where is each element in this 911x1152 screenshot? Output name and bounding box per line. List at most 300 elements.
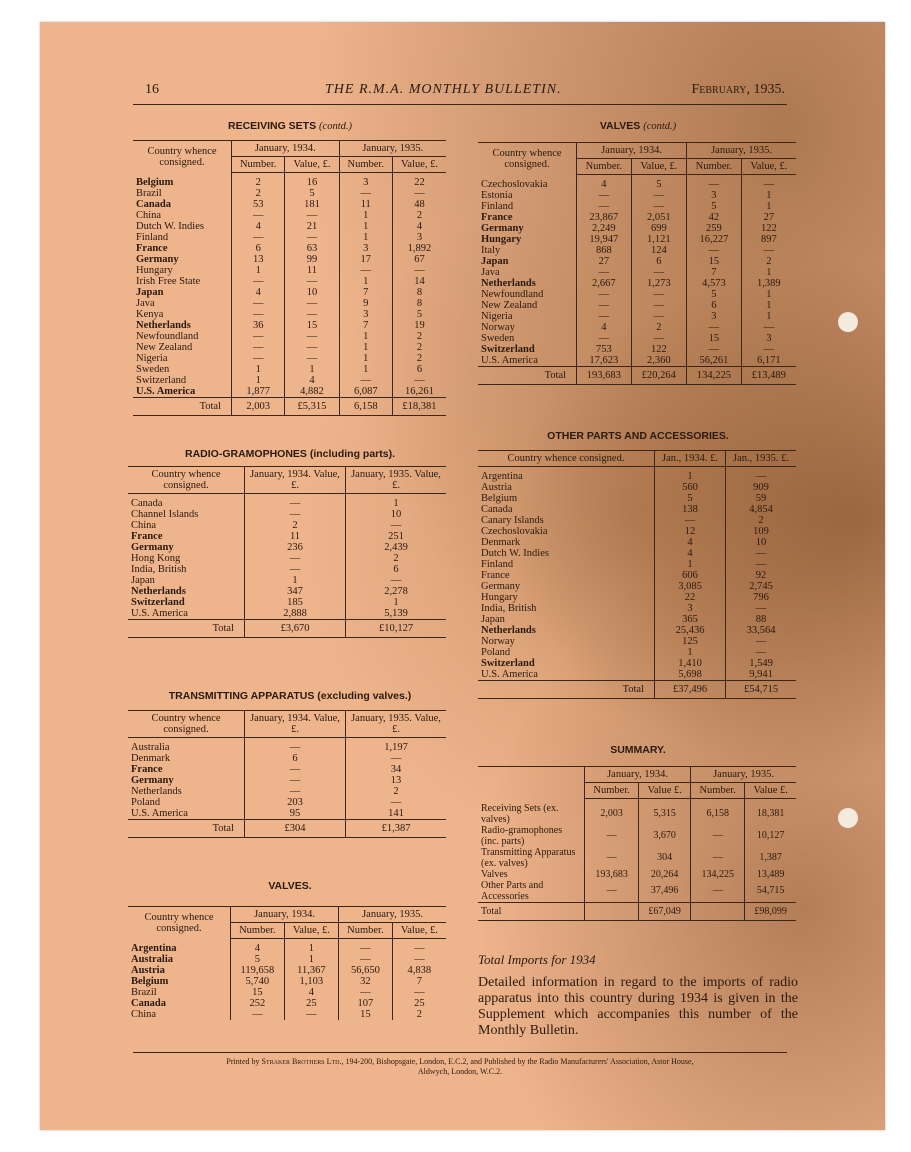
value-cell: 6 <box>631 256 686 267</box>
col-jan-1935: January, 1935. <box>687 143 796 159</box>
table-row <box>128 764 446 775</box>
value-cell: 5,698 <box>655 669 726 681</box>
value-cell: 1,892 <box>392 243 446 254</box>
valves-title: VALVES. <box>268 880 312 892</box>
table-row <box>478 625 796 636</box>
country-cell: Germany <box>481 581 521 592</box>
value-cell: 5,740 <box>231 976 285 987</box>
value-cell: — <box>285 342 339 353</box>
value-cell: — <box>741 344 796 355</box>
value-cell: — <box>245 775 346 786</box>
value-cell: — <box>687 245 742 256</box>
value-cell: 12 <box>655 526 726 537</box>
col-number: Number. <box>691 783 745 799</box>
table-row <box>128 542 446 553</box>
summary-title: SUMMARY. <box>610 744 666 756</box>
value-cell: 99 <box>285 254 339 265</box>
summary-row <box>478 880 796 903</box>
col-jan-1935: January, 1935. Value, £. <box>346 711 447 738</box>
value-cell: 1,549 <box>726 658 796 669</box>
value-cell: 48 <box>392 199 446 210</box>
country-cell: U.S. America <box>481 355 538 366</box>
value-cell: 11 <box>245 531 346 542</box>
value-cell: 2 <box>631 322 686 333</box>
value-cell: 1,273 <box>631 278 686 289</box>
table-row <box>128 738 446 754</box>
value-cell: — <box>339 188 392 199</box>
footer-printed-by: Printed by <box>226 1057 260 1066</box>
value-cell: 14 <box>392 276 446 287</box>
table-row <box>478 548 796 559</box>
value-cell: 2 <box>392 342 446 353</box>
value-cell: 1 <box>285 364 339 375</box>
value-cell: 4 <box>232 287 285 298</box>
value-cell: 7 <box>339 320 392 331</box>
value-cell: 21 <box>285 221 339 232</box>
value-cell: — <box>285 309 339 320</box>
value-cell: — <box>285 298 339 309</box>
value-cell: 10 <box>285 287 339 298</box>
country-cell: U.S. America <box>481 669 538 680</box>
col-country: Country whence consigned. <box>133 141 232 173</box>
value-cell: 6 <box>346 564 447 575</box>
value-cell: — <box>392 265 446 276</box>
value-cell: 5 <box>231 954 285 965</box>
country-cell: France <box>481 570 510 581</box>
value-cell: 1 <box>339 353 392 364</box>
value-cell: — <box>631 311 686 322</box>
country-cell: Netherlands <box>131 786 182 797</box>
value-cell: — <box>585 825 639 847</box>
summary-row <box>478 869 796 880</box>
value-cell: — <box>631 190 686 201</box>
value-cell: 8 <box>392 287 446 298</box>
country-cell: Brazil <box>136 188 162 199</box>
value-cell: 13,489 <box>745 869 796 880</box>
col-country: Country whence consigned. <box>478 143 577 175</box>
page-header <box>133 82 787 105</box>
value-cell: 203 <box>245 797 346 808</box>
table-row <box>478 311 796 322</box>
value-cell: 2 <box>245 520 346 531</box>
value-cell: 122 <box>631 344 686 355</box>
transmitting-apparatus-title: TRANSMITTING APPARATUS (excluding valves.) <box>168 690 412 702</box>
value-cell: 27 <box>577 256 632 267</box>
value-cell: — <box>726 603 796 614</box>
value-cell: — <box>245 553 346 564</box>
value-cell: 2,439 <box>346 542 447 553</box>
value-cell: 4 <box>655 537 726 548</box>
country-cell: Belgium <box>136 176 174 188</box>
table-row <box>128 586 446 597</box>
value-cell: — <box>232 309 285 320</box>
value-cell: 560 <box>655 482 726 493</box>
value-cell: 25,436 <box>655 625 726 636</box>
value-cell: 88 <box>726 614 796 625</box>
country-cell: France <box>131 764 163 775</box>
col-jan-1934: January, 1934. <box>577 143 687 159</box>
value-cell: 5,315 <box>639 799 691 825</box>
value-cell: 6,171 <box>741 355 796 367</box>
value-cell: — <box>232 210 285 221</box>
country-cell: Austria <box>481 482 512 493</box>
country-cell: China <box>136 210 162 221</box>
value-cell: — <box>346 797 447 808</box>
country-cell: Finland <box>481 201 514 212</box>
country-cell: Hungary <box>481 592 518 603</box>
country-cell: Canada <box>131 498 163 509</box>
value-cell: 3 <box>655 603 726 614</box>
country-cell: Canada <box>136 199 172 210</box>
value-cell: 32 <box>339 976 393 987</box>
value-cell: — <box>346 753 447 764</box>
table-row <box>478 256 796 267</box>
table-row <box>133 353 446 364</box>
value-cell: 1 <box>284 939 338 955</box>
punch-hole <box>838 312 858 332</box>
col-value: Value, £. <box>631 159 686 175</box>
value-cell: 54,715 <box>745 880 796 903</box>
value-cell: — <box>585 880 639 903</box>
table-row <box>128 531 446 542</box>
value-cell: 6 <box>232 243 285 254</box>
col-value: Value, £. <box>392 923 446 939</box>
value-cell: 2 <box>392 1009 446 1020</box>
value-cell: — <box>691 825 745 847</box>
value-cell: 17,623 <box>577 355 632 367</box>
value-cell: 3,085 <box>655 581 726 592</box>
table-row <box>478 581 796 592</box>
value-cell: 10 <box>346 509 447 520</box>
col-jan-1934: January, 1934. <box>231 907 339 923</box>
table-row <box>478 636 796 647</box>
value-cell: — <box>245 509 346 520</box>
value-cell: 2 <box>232 188 285 199</box>
table-row <box>478 467 796 483</box>
table-row <box>133 276 446 287</box>
value-cell: — <box>392 188 446 199</box>
country-cell: Argentina <box>131 942 177 954</box>
summary-label: Receiving Sets (ex. valves) <box>481 802 559 825</box>
value-cell: 25 <box>392 998 446 1009</box>
value-cell: — <box>339 939 393 955</box>
col-value: Value, £. <box>392 157 446 173</box>
country-cell: Channel Islands <box>131 509 199 520</box>
country-cell: Germany <box>481 223 524 234</box>
value-cell: 11 <box>339 199 392 210</box>
value-cell: — <box>339 265 392 276</box>
value-cell: 1,387 <box>745 847 796 869</box>
value-cell: 699 <box>631 223 686 234</box>
table-row <box>133 386 446 398</box>
value-cell: — <box>232 298 285 309</box>
value-cell: 1 <box>245 575 346 586</box>
table-row <box>128 553 446 564</box>
value-cell: 125 <box>655 636 726 647</box>
total-row: Total £3,670 £10,127 <box>128 620 446 638</box>
country-cell: Dutch W. Indies <box>136 221 204 232</box>
value-cell: 2,360 <box>631 355 686 367</box>
col-value: Value, £. <box>284 923 338 939</box>
value-cell: 4 <box>392 221 446 232</box>
value-cell: 1,410 <box>655 658 726 669</box>
country-cell: Belgium <box>481 493 518 504</box>
value-cell: 1 <box>339 364 392 375</box>
country-cell: Belgium <box>131 976 169 987</box>
value-cell: 5 <box>655 493 726 504</box>
value-cell: 193,683 <box>585 869 639 880</box>
col-value: Value £. <box>745 783 796 799</box>
col-country: Country whence consigned. <box>128 907 231 939</box>
value-cell: — <box>726 548 796 559</box>
table-row <box>478 333 796 344</box>
country-cell: Switzerland <box>131 597 185 608</box>
value-cell: 1 <box>284 954 338 965</box>
value-cell: — <box>577 201 632 212</box>
value-cell: 9 <box>339 298 392 309</box>
value-cell: 34 <box>346 764 447 775</box>
table-row <box>478 504 796 515</box>
table-row <box>133 320 446 331</box>
value-cell: 2,051 <box>631 212 686 223</box>
table-row <box>478 289 796 300</box>
country-cell: U.S. America <box>136 386 196 397</box>
page-number: 16 <box>145 82 159 97</box>
value-cell: 4 <box>577 175 632 191</box>
value-cell: 4 <box>231 939 285 955</box>
value-cell: — <box>232 232 285 243</box>
table-row <box>133 309 446 320</box>
value-cell: 11 <box>285 265 339 276</box>
country-cell: France <box>136 243 168 254</box>
table-row <box>133 298 446 309</box>
value-cell: 2 <box>392 331 446 342</box>
value-cell: 1,103 <box>284 976 338 987</box>
table-row <box>128 520 446 531</box>
value-cell: 15 <box>687 333 742 344</box>
table-row <box>133 287 446 298</box>
col-country: Country whence consigned. <box>478 451 655 467</box>
transmitting-apparatus-table <box>128 710 446 838</box>
table-row <box>478 190 796 201</box>
table-row <box>478 482 796 493</box>
value-cell: 67 <box>392 254 446 265</box>
country-cell: Germany <box>136 254 179 265</box>
table-row <box>478 223 796 234</box>
value-cell: — <box>392 939 446 955</box>
value-cell: 6,087 <box>339 386 392 398</box>
country-cell: Japan <box>481 256 509 267</box>
table-row <box>128 575 446 586</box>
value-cell: 20,264 <box>639 869 691 880</box>
total-row: Total £67,049 £98,099 <box>478 902 796 920</box>
country-cell: India, British <box>131 564 187 575</box>
value-cell: 141 <box>346 808 447 820</box>
country-cell: Japan <box>136 287 164 298</box>
value-cell: 347 <box>245 586 346 597</box>
value-cell: 7 <box>687 267 742 278</box>
country-cell: Nigeria <box>136 353 168 364</box>
country-cell: Poland <box>481 647 511 658</box>
country-cell: U.S. America <box>131 608 188 619</box>
value-cell: 5 <box>687 289 742 300</box>
value-cell: 17 <box>339 254 392 265</box>
value-cell: 2,888 <box>245 608 346 620</box>
value-cell: 909 <box>726 482 796 493</box>
col-number: Number. <box>339 923 393 939</box>
value-cell: 4 <box>285 375 339 386</box>
value-cell: 259 <box>687 223 742 234</box>
value-cell: — <box>245 564 346 575</box>
table-row <box>128 965 446 976</box>
value-cell: — <box>631 300 686 311</box>
value-cell: 3 <box>687 311 742 322</box>
value-cell: 16,261 <box>392 386 446 398</box>
country-cell: Brazil <box>131 987 157 998</box>
value-cell: — <box>726 647 796 658</box>
col-number: Number. <box>339 157 392 173</box>
value-cell: — <box>285 353 339 364</box>
value-cell: 1 <box>232 364 285 375</box>
table-row <box>128 939 446 955</box>
value-cell: 2,278 <box>346 586 447 597</box>
col-jan-1934: January, 1934. <box>232 141 340 157</box>
value-cell: 1 <box>339 276 392 287</box>
value-cell: — <box>741 322 796 333</box>
table-row <box>478 245 796 256</box>
value-cell: 5,139 <box>346 608 447 620</box>
value-cell: — <box>346 520 447 531</box>
value-cell: 27 <box>741 212 796 223</box>
country-cell: Estonia <box>481 190 513 201</box>
value-cell: 4 <box>655 548 726 559</box>
value-cell: — <box>726 636 796 647</box>
value-cell: 134,225 <box>691 869 745 880</box>
value-cell: 63 <box>285 243 339 254</box>
receiving-sets-title: RECEIVING SETS (contd.) <box>228 120 352 132</box>
value-cell: 3,670 <box>639 825 691 847</box>
country-cell: Canary Islands <box>481 515 544 526</box>
table-row <box>478 658 796 669</box>
value-cell: 3 <box>339 309 392 320</box>
country-cell: Switzerland <box>136 375 187 386</box>
table-row <box>133 199 446 210</box>
value-cell: 4,882 <box>285 386 339 398</box>
summary-label: Radio-gramophones (inc. parts) <box>481 824 563 847</box>
country-cell: Japan <box>131 575 155 586</box>
value-cell: 19 <box>392 320 446 331</box>
value-cell: 124 <box>631 245 686 256</box>
table-row <box>478 559 796 570</box>
value-cell: — <box>741 245 796 256</box>
country-cell: Australia <box>131 954 173 965</box>
value-cell: 2 <box>392 353 446 364</box>
value-cell: 3 <box>392 232 446 243</box>
value-cell: 1 <box>339 342 392 353</box>
value-cell: 42 <box>687 212 742 223</box>
col-number: Number. <box>585 783 639 799</box>
value-cell: 22 <box>392 173 446 189</box>
country-cell: New Zealand <box>136 342 193 353</box>
value-cell: — <box>232 342 285 353</box>
value-cell: 251 <box>346 531 447 542</box>
value-cell: 1 <box>346 597 447 608</box>
value-cell: 36 <box>232 320 285 331</box>
value-cell: — <box>392 375 446 386</box>
value-cell: 1 <box>232 375 285 386</box>
value-cell: 1 <box>346 494 447 510</box>
value-cell: 4 <box>232 221 285 232</box>
value-cell: 1 <box>741 289 796 300</box>
value-cell: 1 <box>741 190 796 201</box>
country-cell: Denmark <box>131 753 171 764</box>
value-cell: 2,003 <box>585 799 639 825</box>
country-cell: Czechoslovakia <box>481 526 548 537</box>
country-cell: Germany <box>131 542 174 553</box>
value-cell: — <box>631 267 686 278</box>
table-row <box>478 234 796 245</box>
col-jan-1935: January, 1935. Value, £. <box>346 467 447 494</box>
value-cell: 15 <box>285 320 339 331</box>
table-row <box>128 564 446 575</box>
value-cell: 7 <box>392 976 446 987</box>
value-cell: 3 <box>741 333 796 344</box>
value-cell: — <box>245 764 346 775</box>
value-cell: 1 <box>339 232 392 243</box>
total-row: Total 193,683 £20,264 134,225 £13,489 <box>478 367 796 385</box>
table-row <box>478 175 796 191</box>
table-row <box>128 797 446 808</box>
col-jan-1935: January, 1935. <box>691 767 796 783</box>
value-cell: — <box>631 333 686 344</box>
value-cell: 1 <box>741 311 796 322</box>
value-cell: 5 <box>392 309 446 320</box>
table-row <box>133 221 446 232</box>
country-cell: Norway <box>481 636 515 647</box>
country-cell: U.S. America <box>131 808 188 819</box>
value-cell: — <box>245 494 346 510</box>
value-cell: 15 <box>339 1009 393 1020</box>
value-cell: 107 <box>339 998 393 1009</box>
value-cell: — <box>687 344 742 355</box>
value-cell: — <box>577 300 632 311</box>
value-cell: — <box>585 847 639 869</box>
summary-row <box>478 847 796 869</box>
footer-address: , 194-200, Bishopsgate, London, E.C.2, and Published by the Radio Manufacturers' Association, Astor House, <box>341 1057 694 1066</box>
col-jan-1934: January, 1934. <box>585 767 691 783</box>
country-cell: France <box>131 531 163 542</box>
country-cell: Netherlands <box>481 278 536 289</box>
value-cell: — <box>577 311 632 322</box>
col-value: Value £. <box>639 783 691 799</box>
col-jan-1935: Jan., 1935. £. <box>726 451 796 467</box>
value-cell: 56,261 <box>687 355 742 367</box>
value-cell: 1,121 <box>631 234 686 245</box>
country-cell: Hungary <box>136 265 173 276</box>
value-cell: — <box>631 201 686 212</box>
country-cell: Australia <box>131 742 170 753</box>
value-cell: 109 <box>726 526 796 537</box>
country-cell: Denmark <box>481 537 521 548</box>
table-row <box>478 647 796 658</box>
value-cell: 3 <box>339 173 392 189</box>
value-cell: 13 <box>232 254 285 265</box>
country-cell: Dutch W. Indies <box>481 548 549 559</box>
table-row <box>128 954 446 965</box>
table-row <box>478 201 796 212</box>
col-number: Number. <box>231 923 285 939</box>
value-cell: 37,496 <box>639 880 691 903</box>
